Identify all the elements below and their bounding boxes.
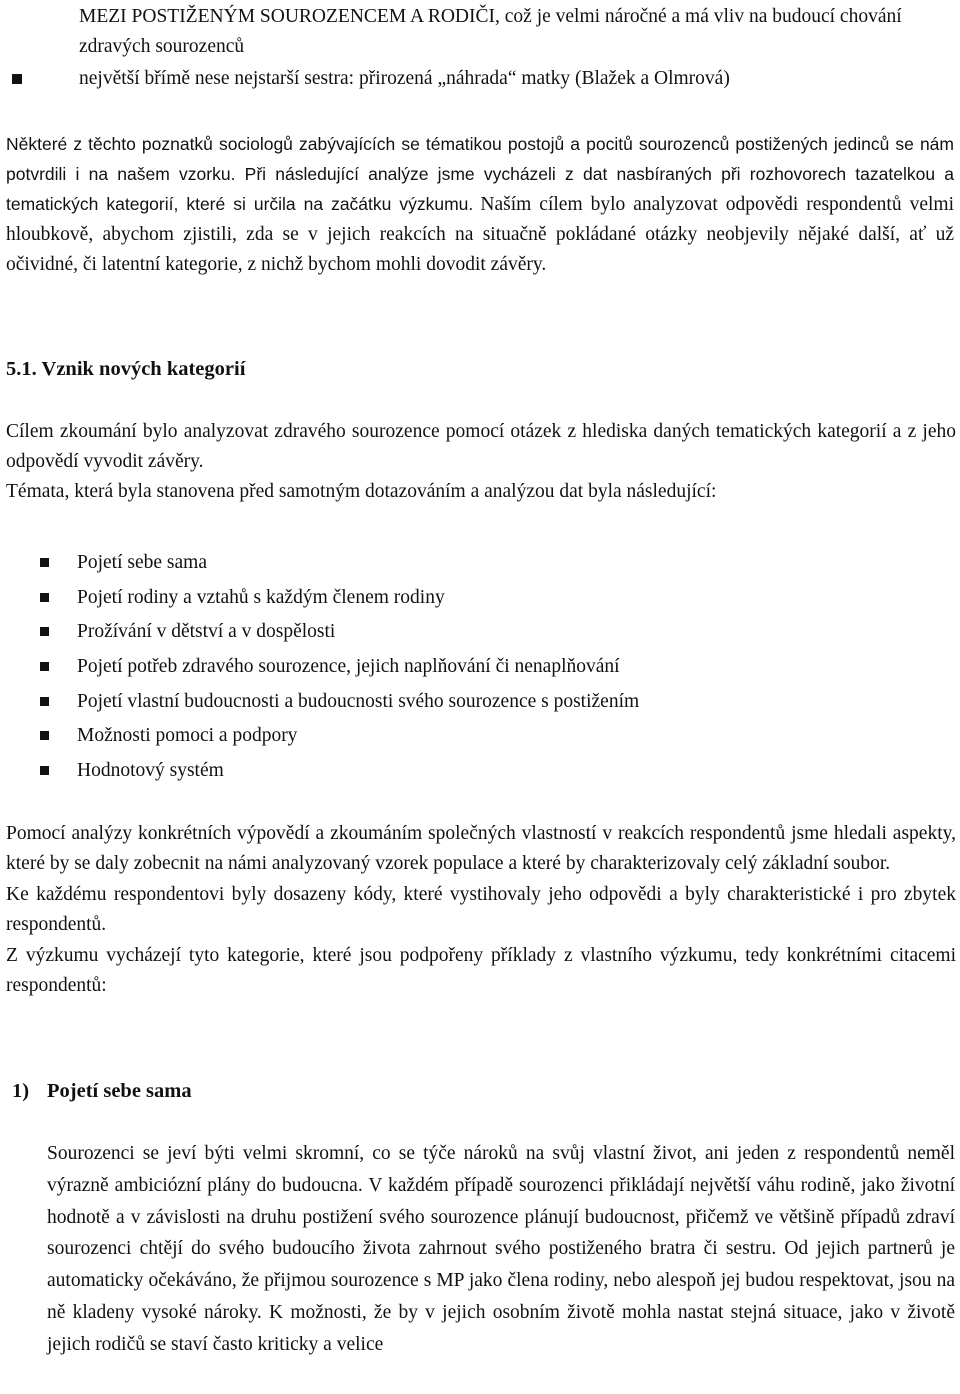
list-item (40, 687, 940, 722)
topic-text: Pojetí vlastní budoucnosti a budoucnosti svého sourozence s postižením (77, 690, 640, 712)
list-item (40, 548, 940, 583)
square-bullet-icon (40, 593, 49, 602)
topic-text: Hodnotový systém (77, 760, 224, 782)
subsection-title: Pojetí sebe sama (47, 1080, 192, 1102)
square-bullet-icon (40, 627, 49, 636)
topic-list (40, 548, 940, 791)
topic-text: Pojetí sebe sama (77, 552, 207, 573)
section-title: Vznik nových kategorií (41, 358, 246, 380)
paragraph-method-2: Ke každému respondentovi byly dosazeny kódy, které vystihovaly jeho odpovědi a byly charakteristické i pro zbytek respondentů. (6, 884, 956, 935)
square-bullet-icon (40, 662, 49, 671)
list-item (40, 721, 940, 756)
topic-text: Možnosti pomoci a podpory (77, 725, 298, 747)
section-number: 5.1. (6, 358, 37, 380)
top-bullet-text: největší břímě nese nejstarší sestra: přirozená „náhrada“ matky (Blažek a Olmrová) (79, 68, 730, 89)
section-heading (6, 354, 245, 384)
intro-text: MEZI POSTIŽENÝM SOUROZENCEM A RODIČI, což je velmi náročné a má vliv na budoucí chování zdravých sourozenců (79, 6, 902, 57)
paragraph-method (6, 819, 956, 1001)
list-item (40, 756, 940, 791)
topic-text: Pojetí potřeb zdravého sourozence, jejich naplňování či nenaplňování (77, 656, 620, 678)
square-bullet-icon (40, 697, 49, 706)
square-bullet-icon (12, 74, 22, 84)
paragraph-findings (6, 129, 954, 280)
paragraph-method-3: Z výzkumu vycházejí tyto kategorie, které jsou podpořeny příklady z vlastního výzkumu, tedy konkrétními citacemi respondentů: (6, 945, 956, 996)
paragraph-self-concept: Sourozenci se jeví býti velmi skromní, co se týče nároků na svůj vlastní život, ani jeden z respondentů neměl výrazně ambiciózní plány do budoucna. V každém případě sourozenci přikládají největší váhu rodině, jako životní hodnotě a v závislosti na druhu postižení svého sourozence plánují budoucnost, přičemž ve většině případů zdraví sourozenci chtějí do svého budoucího života zahrnout svého postiženého bratra či sestru. Od jejich partnerů je automaticky očekáváno, že přijmou sourozence s MP jako člena rodiny, nebo alespoň jej budou respektovat, jsou na ně kladeny vysoké nároky. K možnosti, že by v jejich osobním životě mohla nastat stejná situace, jako v životě jejich rodičů se staví často kriticky a velice (47, 1143, 955, 1355)
paragraph-method-1: Pomocí analýzy konkrétních výpovědí a zkoumáním společných vlastností v reakcích respondentů jsme hledali aspekty, které by se daly zobecnit na námi analyzovaný vzorek populace a které by charakterizovaly celý základní soubor. (6, 823, 956, 874)
subsection-heading (12, 1076, 192, 1106)
square-bullet-icon (40, 766, 49, 775)
subsection-number: 1) (12, 1080, 30, 1102)
topic-text: Pojetí rodiny a vztahů s každým členem rodiny (77, 586, 445, 608)
paragraph-findings-serif: Naším cílem bylo analyzovat odpovědi respondentů velmi hloubkově, abychom zjistili, zda se v jejich reakcích na situačně pokládané otázky neobjevily nějaké další, ať už očividné, či latentní kategorie, z nichž bychom mohli dovodit závěry. (6, 194, 955, 275)
paragraph-aims-2: Témata, která byla stanovena před samotným dotazováním a analýzou dat byla následující: (6, 481, 717, 502)
list-item (40, 652, 940, 687)
paragraph-aims (6, 417, 956, 507)
paragraph-findings-sans: Některé z těchto poznatků sociologů zabývajících se tématikou postojů a pocitů sourozenců postižených jedinců se nám potvrdili i na našem vzorku. Při následující analýze jsme vycházeli z dat nasbíraných při rozhovorech tazatelkou a tematických kategorií, které si určila na začátku výzkumu. (6, 134, 954, 214)
top-bullet-item (12, 64, 952, 94)
topic-text: Prožívání v dětství a v dospělosti (77, 621, 336, 643)
square-bullet-icon (40, 558, 49, 567)
paragraph-aims-1: Cílem zkoumání bylo analyzovat zdravého sourozence pomocí otázek z hlediska daných tematických kategorií a z jeho odpovědí vyvodit závěry. (6, 421, 956, 472)
square-bullet-icon (40, 731, 49, 740)
list-item (40, 617, 940, 652)
list-item (40, 583, 940, 618)
